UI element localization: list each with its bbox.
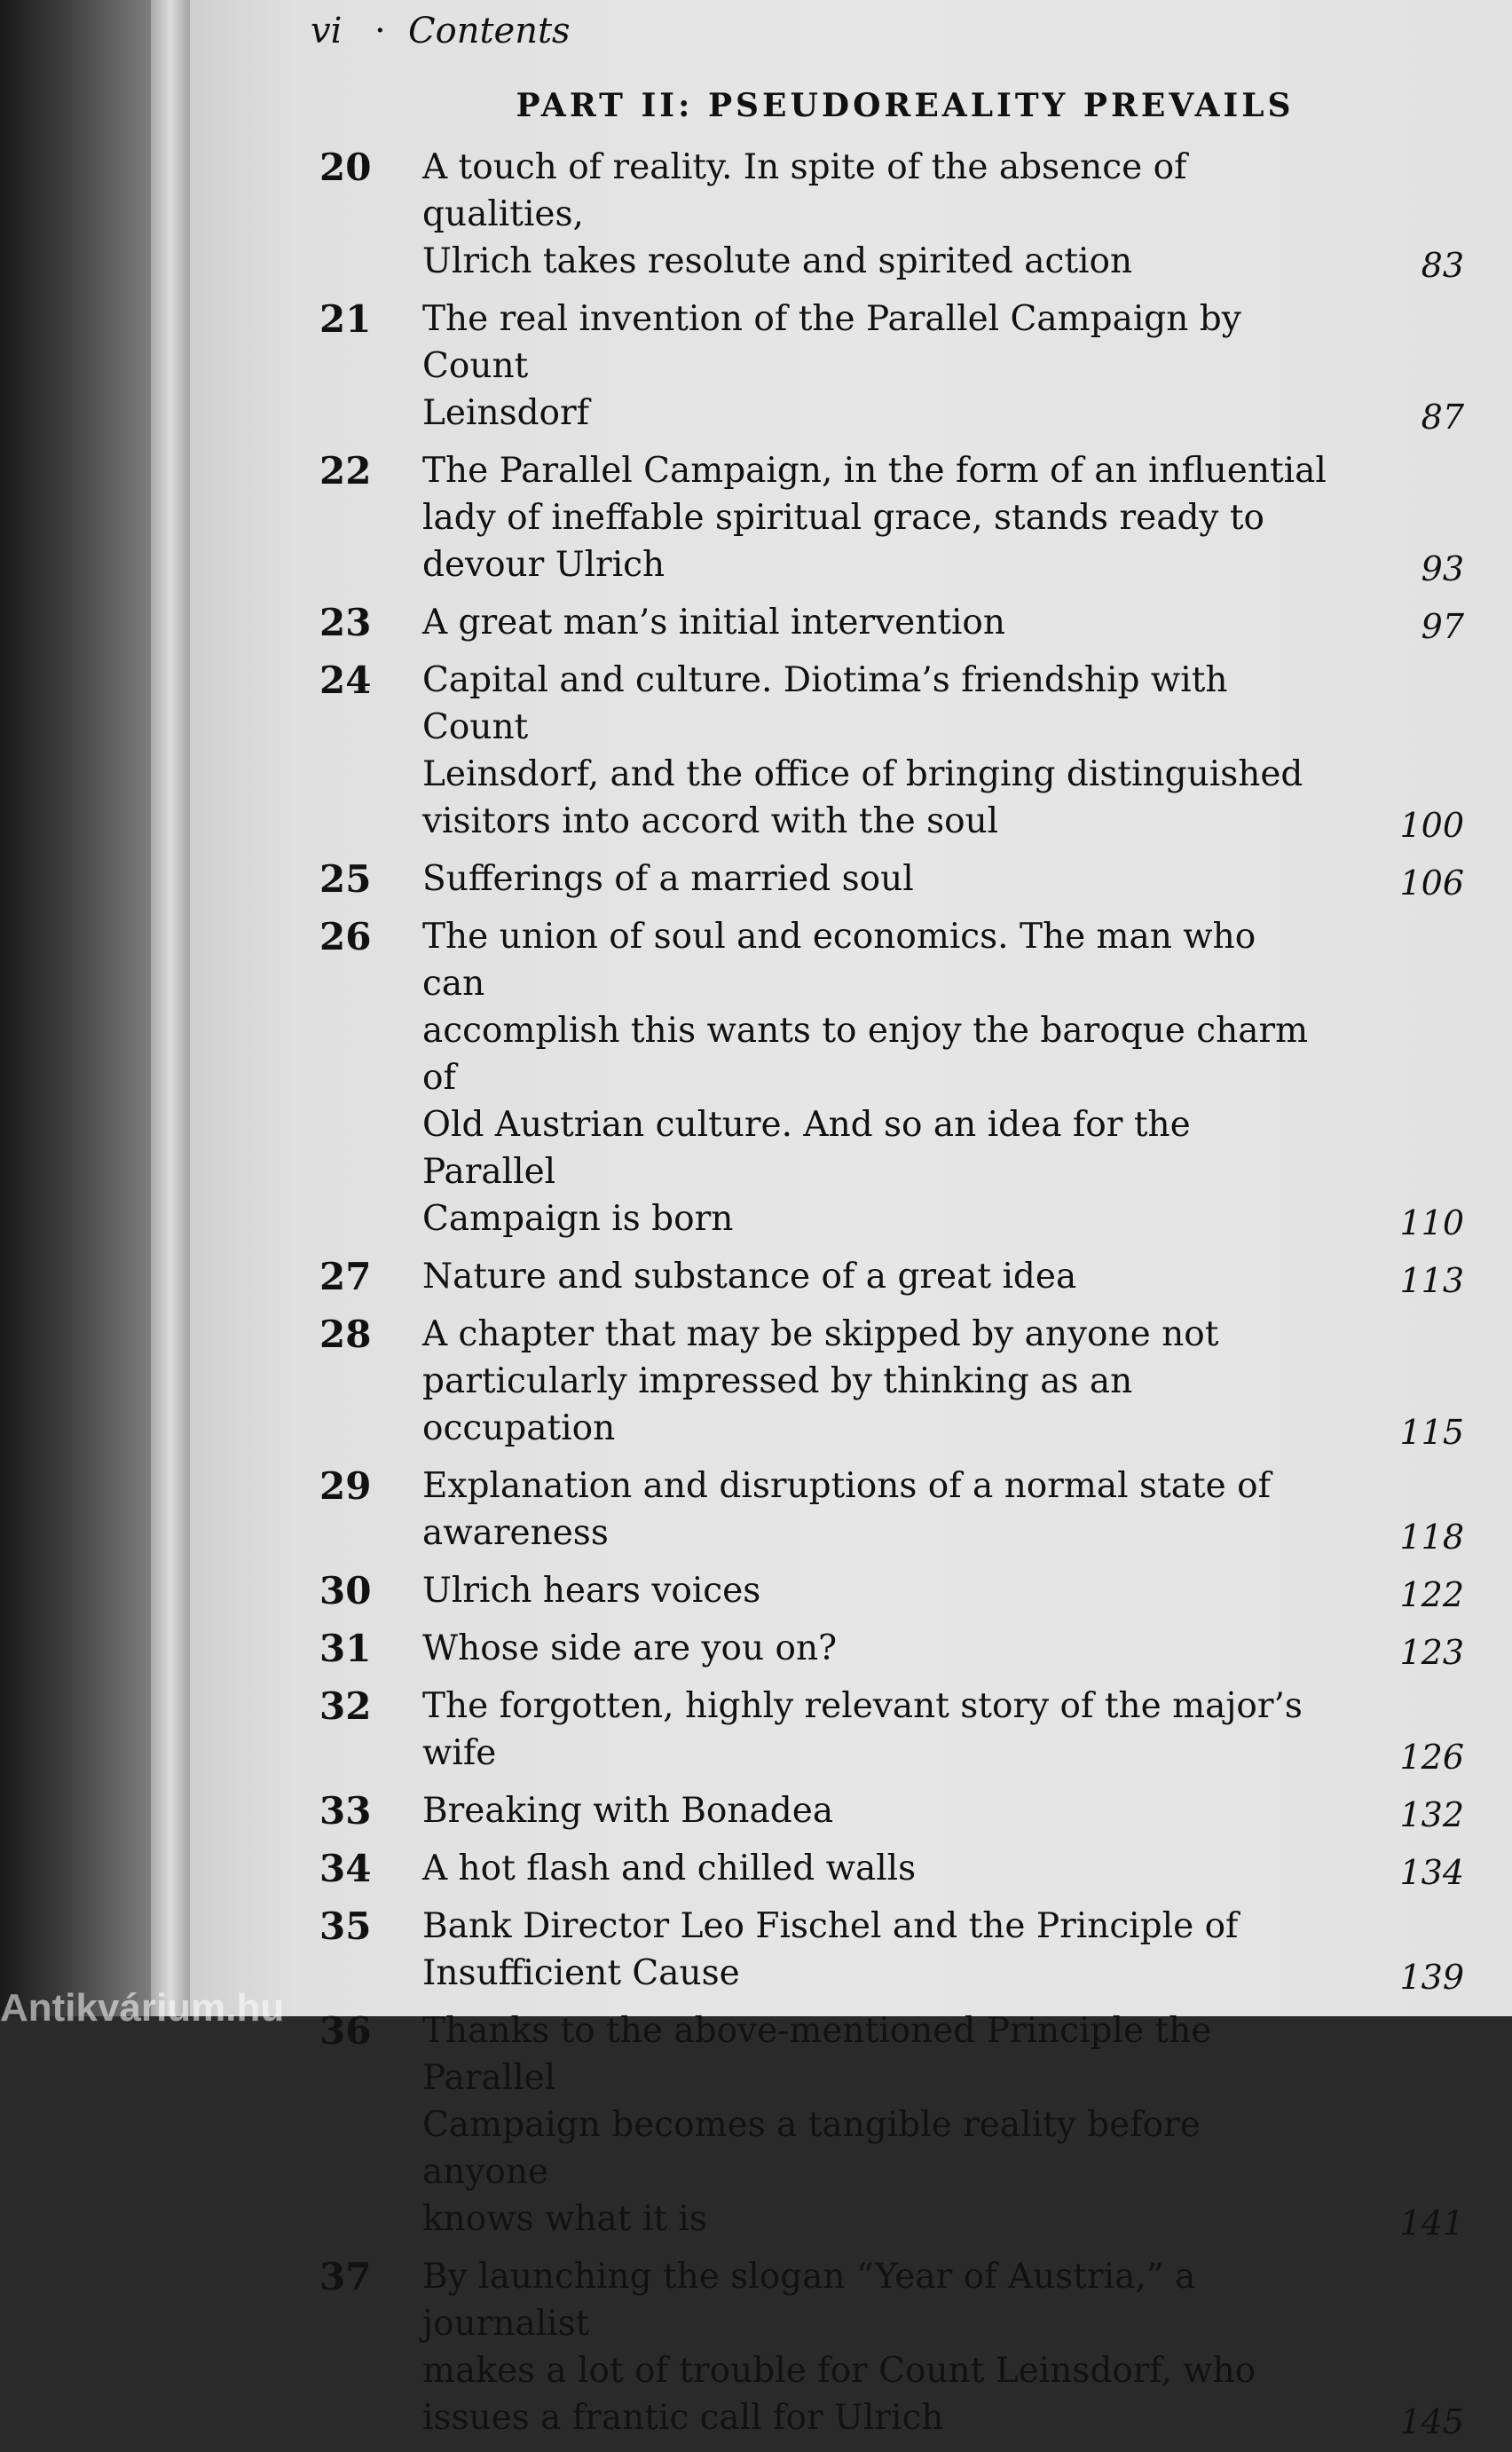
- chapter-title: The Parallel Campaign, in the form of an influential lady of ineffable spiritual grace, stands ready to devour Ulrich: [422, 451, 1327, 585]
- page-number: 115: [1399, 1413, 1464, 1452]
- chapter-title: A touch of reality. In spite of the absence of qualities, Ulrich takes resolute and spirited action: [422, 147, 1187, 281]
- page-label: vi: [311, 11, 343, 51]
- watermark: Antikvárium.hu: [0, 1986, 285, 2030]
- chapter-number: 35: [319, 1904, 372, 1948]
- chapter-title: By launching the slogan “Year of Austria,” a journalist makes a lot of trouble for Count Leinsdorf, who issues a frantic call for Ulrich: [422, 2257, 1256, 2438]
- toc-entry: [319, 1625, 1464, 1672]
- toc-entry: [319, 657, 1464, 845]
- toc-entry: [319, 599, 1464, 646]
- page-number: 134: [1399, 1853, 1464, 1892]
- page-number: 145: [1399, 2402, 1464, 2441]
- chapter-title: Bank Director Leo Fischel and the Principle of Insufficient Cause: [422, 1906, 1239, 1993]
- chapter-title: A great man’s initial intervention: [422, 603, 1006, 643]
- toc-entry: [319, 144, 1464, 285]
- chapter-number: 26: [319, 915, 372, 958]
- chapter-title: Breaking with Bonadea: [422, 1791, 834, 1831]
- running-head: [311, 11, 571, 51]
- toc-entry: [319, 1567, 1464, 1614]
- chapter-title: Thanks to the above-mentioned Principle the Parallel Campaign becomes a tangible reality before anyone knows what it is: [422, 2011, 1212, 2239]
- toc-entry: [319, 1311, 1464, 1452]
- chapter-number: 27: [319, 1255, 372, 1298]
- chapter-title: A chapter that may be skipped by anyone not particularly impressed by thinking as an occupation: [422, 1314, 1219, 1448]
- page-number: 118: [1399, 1518, 1464, 1557]
- chapter-number: 20: [319, 146, 372, 189]
- toc-entry: [319, 1253, 1464, 1300]
- page-gutter: [151, 0, 193, 2016]
- chapter-number: 25: [319, 857, 372, 901]
- chapter-number: 28: [319, 1313, 372, 1356]
- chapter-title: Sufferings of a married soul: [422, 859, 914, 899]
- page-number: 87: [1421, 398, 1464, 437]
- chapter-title: Capital and culture. Diotima’s friendship with Count Leinsdorf, and the office of bringing distinguished visitors into accord with the soul: [422, 660, 1303, 841]
- chapter-number: 34: [319, 1847, 372, 1890]
- toc-entry: [319, 2007, 1464, 2243]
- chapter-number: 32: [319, 1684, 372, 1728]
- page-number: 97: [1421, 607, 1464, 646]
- page-number: 93: [1421, 549, 1464, 588]
- page-number: 139: [1399, 1958, 1464, 1997]
- toc-entry: [319, 2253, 1464, 2441]
- chapter-number: 31: [319, 1627, 372, 1670]
- chapter-title: The union of soul and economics. The man who can accomplish this wants to enjoy the baroque charm of Old Austrian culture. And so an idea for the Parallel Campaign is born: [422, 917, 1309, 1239]
- toc-entry: [319, 1683, 1464, 1777]
- chapter-title: The real invention of the Parallel Campaign by Count Leinsdorf: [422, 299, 1241, 433]
- toc-entry: [319, 1903, 1464, 1997]
- page-number: 113: [1399, 1261, 1464, 1300]
- chapter-title: Explanation and disruptions of a normal state of awareness: [422, 1466, 1272, 1553]
- toc-entry: [319, 855, 1464, 903]
- toc-entry: [319, 447, 1464, 588]
- chapter-number: 21: [319, 297, 372, 341]
- page-number: 106: [1399, 863, 1464, 903]
- chapter-title: Whose side are you on?: [422, 1628, 838, 1668]
- page-number: 141: [1399, 2204, 1464, 2243]
- part-heading: PART II: PSEUDOREALITY PREVAILS: [516, 87, 1295, 124]
- chapter-number: 23: [319, 601, 372, 644]
- toc-entry: [319, 1845, 1464, 1892]
- section-title: Contents: [408, 11, 571, 51]
- page-number: 100: [1399, 806, 1464, 845]
- chapter-title: The forgotten, highly relevant story of the major’s wife: [422, 1686, 1303, 1773]
- chapter-number: 29: [319, 1464, 372, 1508]
- chapter-title: A hot flash and chilled walls: [422, 1849, 917, 1888]
- page-number: 123: [1399, 1633, 1464, 1672]
- page-number: 126: [1399, 1738, 1464, 1777]
- page-number: 122: [1399, 1575, 1464, 1614]
- table-of-contents: [319, 144, 1464, 2452]
- chapter-number: 22: [319, 449, 372, 493]
- chapter-number: 33: [319, 1789, 372, 1833]
- toc-entry: [319, 913, 1464, 1242]
- chapter-title: Nature and substance of a great idea: [422, 1257, 1077, 1297]
- chapter-number: 30: [319, 1569, 372, 1612]
- chapter-number: 37: [319, 2255, 372, 2298]
- page-number: 110: [1399, 1203, 1464, 1242]
- toc-entry: [319, 1787, 1464, 1834]
- chapter-number: 24: [319, 658, 372, 702]
- page-number: 132: [1399, 1795, 1464, 1834]
- toc-entry: [319, 296, 1464, 437]
- page-number: 83: [1421, 246, 1464, 285]
- separator: ·: [374, 11, 386, 51]
- chapter-number: 36: [319, 2009, 372, 2053]
- toc-entry: [319, 1463, 1464, 1557]
- chapter-title: Ulrich hears voices: [422, 1571, 761, 1611]
